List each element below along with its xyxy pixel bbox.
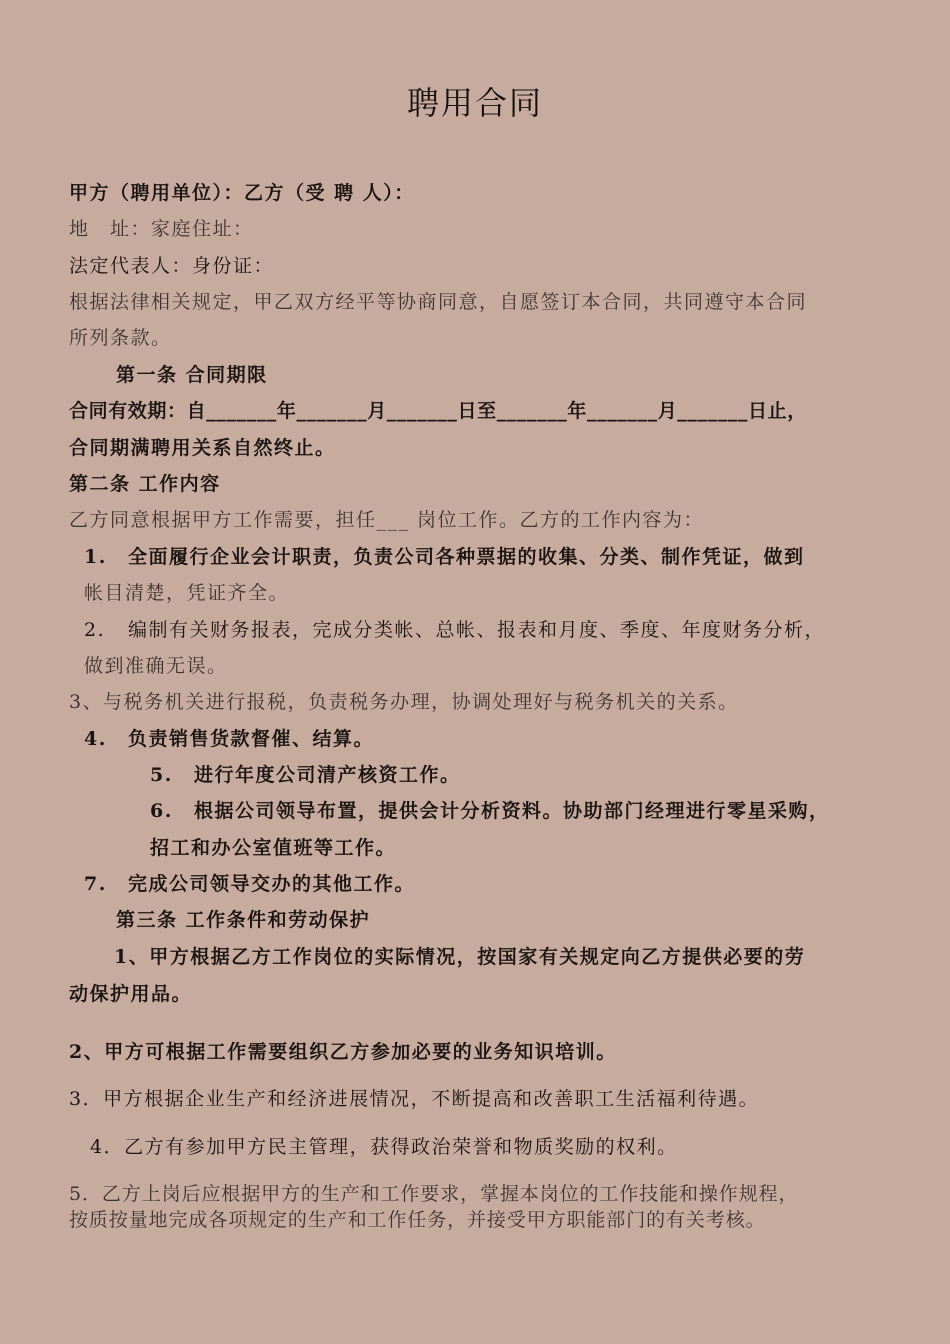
document-title: 聘用合同 [406,84,543,122]
item-text: 全面履行企业会计职责，负责公司各种票据的收集、分类、制作凭证，做到 [128,546,805,568]
protection-item-2: 2、甲方可根据工作需要组织乙方参加必要的业务知识培训。 [69,1041,617,1063]
item-number: 2. [84,619,106,641]
article-1-heading: 第一条 合同期限 [116,364,268,386]
duty-item-7 [84,871,415,897]
item-number: 7. [84,873,107,895]
protection-item-4: 4．乙方有参加甲方民主管理，获得政治荣誉和物质奖励的权利。 [90,1136,678,1158]
preamble-line-1: 根据法律相关规定，甲乙双方经平等协商同意，自愿签订本合同，共同遵守本合同 [69,291,808,313]
article-3-heading: 第三条 工作条件和劳动保护 [116,909,371,931]
representative-line: 法定代表人：身份证： [69,255,275,277]
protection-item-5-cont: 按质按量地完成各项规定的生产和工作任务，并接受甲方职能部门的有关考核。 [69,1209,766,1231]
duty-item-6-cont: 招工和办公室值班等工作。 [150,837,397,859]
party-line: 甲方（聘用单位）：乙方（受 聘 人）： [69,182,415,204]
item-text: 根据公司领导布置，提供会计分析资料。协助部门经理进行零星采购， [194,800,830,822]
protection-item-5: 5．乙方上岗后应根据甲方的生产和工作要求，掌握本岗位的工作技能和操作规程， [69,1183,799,1205]
item-text: 编制有关财务报表，完成分类帐、总帐、报表和月度、季度、年度财务分析， [128,619,826,641]
item-number: 4. [84,728,107,750]
duty-intro-line: 乙方同意根据甲方工作需要，担任___ 岗位工作。乙方的工作内容为： [69,509,705,531]
term-line: 合同有效期：自_______年_______月_______日至_______年_______月_______日止， [69,400,807,422]
item-number: 5. [150,764,173,786]
article-2-heading: 第二条 工作内容 [69,473,221,495]
duty-item-1-cont: 帐目清楚，凭证齐全。 [84,582,290,604]
term-end-line: 合同期满聘用关系自然终止。 [69,437,336,459]
item-number: 1. [84,546,107,568]
preamble-line-2: 所列条款。 [69,327,172,349]
duty-item-3: 3、与税务机关进行报税，负责税务办理，协调处理好与税务机关的关系。 [69,691,739,713]
item-text: 负责销售货款督催、结算。 [128,728,375,750]
duty-item-2-cont: 做到准确无误。 [84,655,228,677]
duty-item-5 [150,762,461,788]
protection-item-1: 1、甲方根据乙方工作岗位的实际情况，按国家有关规定向乙方提供必要的劳 [114,946,806,968]
item-text: 完成公司领导交办的其他工作。 [128,873,416,895]
address-line: 地 址：家庭住址： [69,218,254,240]
duty-item-2 [84,617,825,643]
duty-item-1 [84,544,805,570]
protection-item-1-cont: 动保护用品。 [69,983,193,1005]
protection-item-3: 3．甲方根据企业生产和经济进展情况，不断提高和改善职工生活福利待遇。 [69,1088,760,1110]
item-text: 进行年度公司清产核资工作。 [194,764,461,786]
item-number: 6. [150,800,173,822]
duty-item-6 [150,798,830,824]
duty-item-4 [84,726,374,752]
